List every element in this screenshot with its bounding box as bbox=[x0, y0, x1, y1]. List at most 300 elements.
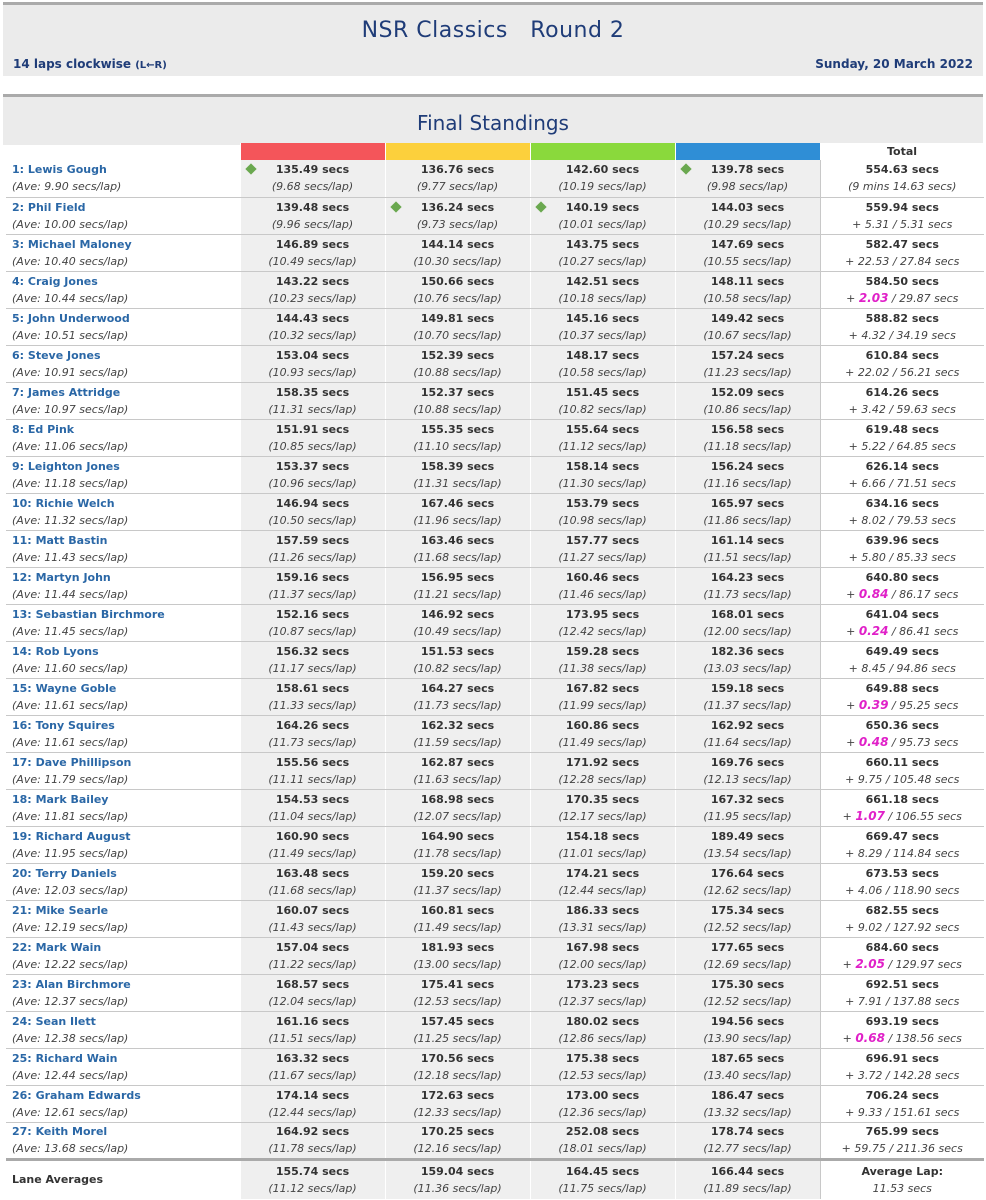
lane-time-cell: 186.47 secs (13.32 secs/lap) bbox=[675, 1085, 820, 1122]
gap-time: + 0.48 / 95.73 secs bbox=[846, 734, 959, 749]
lane-time-cell: 173.00 secs (12.36 secs/lap) bbox=[530, 1085, 675, 1122]
total-time: 660.11 secs bbox=[865, 755, 939, 769]
close-gap-highlight: 0.84 bbox=[858, 586, 889, 601]
driver-cell bbox=[6, 826, 240, 863]
driver-average: (Ave: 10.00 secs/lap) bbox=[12, 217, 129, 231]
driver-name[interactable]: 1: Lewis Gough bbox=[12, 163, 107, 177]
driver-name[interactable]: 3: Michael Maloney bbox=[12, 237, 132, 251]
lane-time-cell: 167.46 secs (11.96 secs/lap) bbox=[385, 493, 530, 530]
driver-name[interactable]: 22: Mark Wain bbox=[12, 940, 102, 954]
lane-time-cell: 169.76 secs (12.13 secs/lap) bbox=[675, 752, 820, 789]
lane-time-cell: 154.53 secs (11.04 secs/lap) bbox=[240, 789, 385, 826]
driver-name[interactable]: 5: John Underwood bbox=[12, 311, 130, 325]
driver-cell bbox=[6, 1122, 240, 1159]
lane-time-cell: 157.59 secs (11.26 secs/lap) bbox=[240, 530, 385, 567]
total-time: 684.60 secs bbox=[865, 940, 939, 954]
lane-3-header bbox=[530, 143, 675, 160]
lane-time-cell: 164.23 secs (11.73 secs/lap) bbox=[675, 567, 820, 604]
driver-average: (Ave: 12.19 secs/lap) bbox=[12, 920, 129, 934]
standings-row bbox=[6, 863, 984, 900]
lane-time-cell: 156.32 secs (11.17 secs/lap) bbox=[240, 641, 385, 678]
close-gap-highlight: 0.48 bbox=[858, 734, 889, 749]
race-title: NSR Classics Round 2 bbox=[361, 18, 625, 43]
total-cell bbox=[820, 604, 984, 641]
standings-row bbox=[6, 937, 984, 974]
lane-time-cell: 156.58 secs (11.18 secs/lap) bbox=[675, 419, 820, 456]
lane-time-cell: 146.94 secs (10.50 secs/lap) bbox=[240, 493, 385, 530]
driver-name[interactable]: 12: Martyn John bbox=[12, 570, 111, 584]
driver-average: (Ave: 10.91 secs/lap) bbox=[12, 365, 129, 379]
driver-cell bbox=[6, 160, 240, 197]
driver-average: (Ave: 11.06 secs/lap) bbox=[12, 439, 129, 453]
lane-time-cell: 168.57 secs (12.04 secs/lap) bbox=[240, 974, 385, 1011]
lane-time-cell: 186.33 secs (13.31 secs/lap) bbox=[530, 900, 675, 937]
lane-time-cell: 135.49 secs (9.68 secs/lap) bbox=[240, 160, 385, 197]
lane-time-cell: 158.39 secs (11.31 secs/lap) bbox=[385, 456, 530, 493]
lane-time-cell: 144.14 secs (10.30 secs/lap) bbox=[385, 234, 530, 271]
total-time: 639.96 secs bbox=[865, 533, 939, 547]
driver-name[interactable]: 4: Craig Jones bbox=[12, 274, 98, 288]
lane-time-cell: 157.45 secs (11.25 secs/lap) bbox=[385, 1011, 530, 1048]
lane-time-cell: 136.76 secs (9.77 secs/lap) bbox=[385, 160, 530, 197]
lane-time-cell: 155.35 secs (11.10 secs/lap) bbox=[385, 419, 530, 456]
lane-time-cell: 144.03 secs (10.29 secs/lap) bbox=[675, 197, 820, 234]
lane-time-cell: 156.24 secs (11.16 secs/lap) bbox=[675, 456, 820, 493]
driver-average: (Ave: 12.38 secs/lap) bbox=[12, 1031, 129, 1045]
name-column-header bbox=[6, 143, 240, 160]
standings-row bbox=[6, 752, 984, 789]
total-time: 634.16 secs bbox=[865, 496, 939, 510]
driver-cell bbox=[6, 493, 240, 530]
lane-time-cell: 143.22 secs (10.23 secs/lap) bbox=[240, 271, 385, 308]
lane-averages-label: Lane Averages bbox=[6, 1159, 240, 1199]
lane-time-cell: 170.25 secs (12.16 secs/lap) bbox=[385, 1122, 530, 1159]
standings-row bbox=[6, 567, 984, 604]
lane-time-cell: 160.86 secs (11.49 secs/lap) bbox=[530, 715, 675, 752]
gap-time: + 9.75 / 105.48 secs bbox=[845, 772, 960, 786]
driver-cell bbox=[6, 604, 240, 641]
gap-time: + 5.31 / 5.31 secs bbox=[852, 217, 953, 231]
lane-time-cell: 159.20 secs (11.37 secs/lap) bbox=[385, 863, 530, 900]
gap-time: + 8.02 / 79.53 secs bbox=[848, 513, 956, 527]
lane-1-header bbox=[240, 143, 385, 160]
gap-time: + 7.91 / 137.88 secs bbox=[845, 994, 960, 1008]
lane-time-cell: 162.32 secs (11.59 secs/lap) bbox=[385, 715, 530, 752]
driver-cell bbox=[6, 419, 240, 456]
standings-row bbox=[6, 1048, 984, 1085]
total-cell bbox=[820, 715, 984, 752]
total-time: 765.99 secs bbox=[865, 1125, 939, 1138]
driver-name[interactable]: 26: Graham Edwards bbox=[12, 1088, 141, 1102]
driver-average: (Ave: 11.44 secs/lap) bbox=[12, 587, 129, 601]
lane-time-cell: 178.74 secs (12.77 secs/lap) bbox=[675, 1122, 820, 1159]
standings-row bbox=[6, 789, 984, 826]
lane-time-cell: 139.78 secs (9.98 secs/lap) bbox=[675, 160, 820, 197]
lane-time-cell: 189.49 secs (13.54 secs/lap) bbox=[675, 826, 820, 863]
gap-time: + 9.33 / 151.61 secs bbox=[845, 1105, 960, 1119]
lane-time-cell: 158.14 secs (11.30 secs/lap) bbox=[530, 456, 675, 493]
driver-average: (Ave: 11.60 secs/lap) bbox=[12, 661, 129, 675]
lane-color-bar bbox=[240, 143, 385, 160]
driver-cell bbox=[6, 1085, 240, 1122]
lane-time-cell: 162.87 secs (11.63 secs/lap) bbox=[385, 752, 530, 789]
driver-name[interactable]: 23: Alan Birchmore bbox=[12, 977, 131, 991]
total-cell bbox=[820, 974, 984, 1011]
race-subtitle bbox=[13, 57, 167, 71]
lane-time-cell: 152.37 secs (10.88 secs/lap) bbox=[385, 382, 530, 419]
lane-time-cell: 160.81 secs (11.49 secs/lap) bbox=[385, 900, 530, 937]
lane-time-cell: 174.14 secs (12.44 secs/lap) bbox=[240, 1085, 385, 1122]
driver-cell bbox=[6, 1011, 240, 1048]
lane-time-cell: 180.02 secs (12.86 secs/lap) bbox=[530, 1011, 675, 1048]
gap-time: + 0.24 / 86.41 secs bbox=[846, 623, 959, 638]
total-cell bbox=[820, 1085, 984, 1122]
total-time: 626.14 secs bbox=[865, 459, 939, 473]
driver-cell bbox=[6, 715, 240, 752]
driver-average: (Ave: 10.97 secs/lap) bbox=[12, 402, 129, 416]
total-time: 682.55 secs bbox=[865, 903, 939, 917]
lane-time-cell: 157.24 secs (11.23 secs/lap) bbox=[675, 345, 820, 382]
lane-time-cell: 144.43 secs (10.32 secs/lap) bbox=[240, 308, 385, 345]
driver-cell bbox=[6, 974, 240, 1011]
lane-time-cell: 164.27 secs (11.73 secs/lap) bbox=[385, 678, 530, 715]
lane-time-cell: 167.32 secs (11.95 secs/lap) bbox=[675, 789, 820, 826]
total-time: 692.51 secs bbox=[865, 977, 939, 991]
total-time: 650.36 secs bbox=[865, 718, 939, 732]
lane-time-cell: 168.01 secs (12.00 secs/lap) bbox=[675, 604, 820, 641]
driver-name[interactable]: 19: Richard August bbox=[12, 829, 131, 843]
lane-time-cell: 164.92 secs (11.78 secs/lap) bbox=[240, 1122, 385, 1159]
driver-cell bbox=[6, 937, 240, 974]
driver-average: (Ave: 11.79 secs/lap) bbox=[12, 772, 129, 786]
driver-average: (Ave: 10.44 secs/lap) bbox=[12, 291, 129, 305]
driver-name[interactable]: 7: James Attridge bbox=[12, 385, 121, 399]
lane-time-cell: 142.60 secs (10.19 secs/lap) bbox=[530, 160, 675, 197]
lane-time-cell: 158.35 secs (11.31 secs/lap) bbox=[240, 382, 385, 419]
lane-time-cell: 159.18 secs (11.37 secs/lap) bbox=[675, 678, 820, 715]
driver-name[interactable]: 8: Ed Pink bbox=[12, 422, 75, 436]
lane-average-cell: 159.04 secs (11.36 secs/lap) bbox=[385, 1159, 530, 1199]
lane-time-cell: 159.28 secs (11.38 secs/lap) bbox=[530, 641, 675, 678]
total-cell bbox=[820, 1122, 984, 1159]
close-gap-highlight: 0.68 bbox=[855, 1030, 885, 1045]
close-gap-highlight: 2.05 bbox=[855, 956, 885, 971]
total-time: 649.88 secs bbox=[865, 681, 939, 695]
total-cell bbox=[820, 493, 984, 530]
standings-row bbox=[6, 456, 984, 493]
driver-name[interactable]: 9: Leighton Jones bbox=[12, 459, 120, 473]
driver-cell bbox=[6, 345, 240, 382]
driver-cell bbox=[6, 863, 240, 900]
lane-time-cell: 175.41 secs (12.53 secs/lap) bbox=[385, 974, 530, 1011]
driver-average: (Ave: 11.43 secs/lap) bbox=[12, 550, 129, 564]
driver-name[interactable]: 10: Richie Welch bbox=[12, 496, 115, 510]
driver-average: (Ave: 10.40 secs/lap) bbox=[12, 254, 129, 268]
total-cell bbox=[820, 271, 984, 308]
total-time: 669.47 secs bbox=[865, 829, 939, 843]
lane-time-cell: 158.61 secs (11.33 secs/lap) bbox=[240, 678, 385, 715]
lane-time-cell: 194.56 secs (13.90 secs/lap) bbox=[675, 1011, 820, 1048]
lane-color-bar bbox=[675, 143, 820, 160]
total-cell bbox=[820, 900, 984, 937]
driver-name[interactable]: 11: Matt Bastin bbox=[12, 533, 108, 547]
total-time: 584.50 secs bbox=[865, 274, 939, 288]
lane-time-cell: 181.93 secs (13.00 secs/lap) bbox=[385, 937, 530, 974]
total-cell bbox=[820, 456, 984, 493]
lane-time-cell: 170.56 secs (12.18 secs/lap) bbox=[385, 1048, 530, 1085]
gap-time: + 8.45 / 94.86 secs bbox=[848, 661, 956, 675]
driver-average: (Ave: 11.18 secs/lap) bbox=[12, 476, 129, 490]
lane-time-cell: 167.98 secs (12.00 secs/lap) bbox=[530, 937, 675, 974]
lane-time-cell: 177.65 secs (12.69 secs/lap) bbox=[675, 937, 820, 974]
driver-name[interactable]: 24: Sean Ilett bbox=[12, 1014, 96, 1028]
standings-row bbox=[6, 1085, 984, 1122]
lane-time-cell: 143.75 secs (10.27 secs/lap) bbox=[530, 234, 675, 271]
gap-time: + 22.53 / 27.84 secs bbox=[845, 254, 960, 268]
gap-time: + 0.68 / 138.56 secs bbox=[842, 1030, 962, 1045]
total-time: 649.49 secs bbox=[865, 644, 939, 658]
gap-time: + 4.06 / 118.90 secs bbox=[845, 883, 960, 897]
driver-average: (Ave: 11.81 secs/lap) bbox=[12, 809, 129, 823]
total-time: 661.18 secs bbox=[865, 792, 939, 806]
gap-time: + 1.07 / 106.55 secs bbox=[842, 808, 962, 823]
lane-time-cell: 174.21 secs (12.44 secs/lap) bbox=[530, 863, 675, 900]
lane-averages-row bbox=[6, 1159, 984, 1199]
lane-time-cell: 165.97 secs (11.86 secs/lap) bbox=[675, 493, 820, 530]
total-time: 559.94 secs bbox=[865, 200, 939, 214]
standings-rows bbox=[6, 160, 984, 1159]
standings-row bbox=[6, 678, 984, 715]
lane-time-cell: 155.64 secs (11.12 secs/lap) bbox=[530, 419, 675, 456]
standings-row bbox=[6, 604, 984, 641]
standings-row bbox=[6, 419, 984, 456]
driver-average: (Ave: 11.45 secs/lap) bbox=[12, 624, 129, 638]
driver-average: (Ave: 12.61 secs/lap) bbox=[12, 1105, 129, 1119]
standings-row bbox=[6, 308, 984, 345]
lane-time-cell: 164.26 secs (11.73 secs/lap) bbox=[240, 715, 385, 752]
lane-time-cell: 151.45 secs (10.82 secs/lap) bbox=[530, 382, 675, 419]
total-cell bbox=[820, 567, 984, 604]
standings-row bbox=[6, 641, 984, 678]
total-cell bbox=[820, 345, 984, 382]
driver-average: (Ave: 12.22 secs/lap) bbox=[12, 957, 129, 971]
standings-row bbox=[6, 530, 984, 567]
total-time: 610.84 secs bbox=[865, 348, 939, 362]
total-time: 706.24 secs bbox=[865, 1088, 939, 1102]
driver-name[interactable]: 6: Steve Jones bbox=[12, 348, 101, 362]
lane-color-bar bbox=[385, 143, 530, 160]
total-time: 693.19 secs bbox=[865, 1014, 939, 1028]
lane-2-header bbox=[385, 143, 530, 160]
lane-time-cell: 151.53 secs (10.82 secs/lap) bbox=[385, 641, 530, 678]
total-time: 641.04 secs bbox=[865, 607, 939, 621]
driver-name[interactable]: 16: Tony Squires bbox=[12, 718, 115, 732]
standings-row bbox=[6, 197, 984, 234]
lane-time-cell: 160.90 secs (11.49 secs/lap) bbox=[240, 826, 385, 863]
lane-time-cell: 156.95 secs (11.21 secs/lap) bbox=[385, 567, 530, 604]
lane-time-cell: 162.92 secs (11.64 secs/lap) bbox=[675, 715, 820, 752]
total-cell bbox=[820, 382, 984, 419]
lane-time-cell: 146.89 secs (10.49 secs/lap) bbox=[240, 234, 385, 271]
driver-average: (Ave: 9.90 secs/lap) bbox=[12, 180, 122, 194]
lane-time-cell: 173.23 secs (12.37 secs/lap) bbox=[530, 974, 675, 1011]
lane-time-cell: 152.16 secs (10.87 secs/lap) bbox=[240, 604, 385, 641]
lane-time-cell: 140.19 secs (10.01 secs/lap) bbox=[530, 197, 675, 234]
lane-time-cell: 170.35 secs (12.17 secs/lap) bbox=[530, 789, 675, 826]
total-time: 588.82 secs bbox=[865, 311, 939, 325]
standings-row bbox=[6, 1011, 984, 1048]
lane-header-row bbox=[6, 143, 984, 160]
driver-cell bbox=[6, 678, 240, 715]
gap-time: + 2.03 / 29.87 secs bbox=[846, 290, 959, 305]
total-time: 640.80 secs bbox=[865, 570, 939, 584]
gap-time: + 5.80 / 85.33 secs bbox=[848, 550, 956, 564]
race-date: Sunday, 20 March 2022 bbox=[815, 57, 973, 71]
lane-time-cell: 154.18 secs (11.01 secs/lap) bbox=[530, 826, 675, 863]
total-cell bbox=[820, 641, 984, 678]
driver-average: (Ave: 11.32 secs/lap) bbox=[12, 513, 129, 527]
total-time: 696.91 secs bbox=[865, 1051, 939, 1065]
race-direction: (L←R) bbox=[135, 60, 167, 71]
driver-name[interactable]: 25: Richard Wain bbox=[12, 1051, 118, 1065]
driver-cell bbox=[6, 1048, 240, 1085]
lane-time-cell: 153.04 secs (10.93 secs/lap) bbox=[240, 345, 385, 382]
lane-time-cell: 149.81 secs (10.70 secs/lap) bbox=[385, 308, 530, 345]
standings-row bbox=[6, 493, 984, 530]
driver-cell bbox=[6, 308, 240, 345]
standings-row bbox=[6, 160, 984, 197]
driver-name[interactable]: 18: Mark Bailey bbox=[12, 792, 109, 806]
lane-time-cell: 173.95 secs (12.42 secs/lap) bbox=[530, 604, 675, 641]
average-lap-cell: Average Lap: 11.53 secs bbox=[820, 1159, 984, 1199]
final-standings-panel bbox=[3, 94, 983, 1198]
lane-time-cell: 175.30 secs (12.52 secs/lap) bbox=[675, 974, 820, 1011]
lane-time-cell: 164.90 secs (11.78 secs/lap) bbox=[385, 826, 530, 863]
standings-row bbox=[6, 1122, 984, 1159]
lane-time-cell: 161.16 secs (11.51 secs/lap) bbox=[240, 1011, 385, 1048]
driver-name[interactable]: 2: Phil Field bbox=[12, 200, 86, 214]
lane-time-cell: 157.77 secs (11.27 secs/lap) bbox=[530, 530, 675, 567]
standings-row bbox=[6, 900, 984, 937]
gap-time: + 2.05 / 129.97 secs bbox=[842, 956, 962, 971]
lane-time-cell: 168.98 secs (12.07 secs/lap) bbox=[385, 789, 530, 826]
gap-time: + 5.22 / 64.85 secs bbox=[848, 439, 956, 453]
driver-name[interactable]: 14: Rob Lyons bbox=[12, 644, 99, 658]
lane-time-cell: 160.07 secs (11.43 secs/lap) bbox=[240, 900, 385, 937]
standings-row bbox=[6, 271, 984, 308]
lane-color-bar bbox=[530, 143, 675, 160]
total-cell bbox=[820, 678, 984, 715]
close-gap-highlight: 0.39 bbox=[858, 697, 889, 712]
total-column-header: Total bbox=[820, 143, 984, 160]
driver-cell bbox=[6, 641, 240, 678]
driver-name[interactable]: 17: Dave Phillipson bbox=[12, 755, 132, 769]
driver-name[interactable]: 20: Terry Daniels bbox=[12, 866, 117, 880]
driver-name[interactable]: 13: Sebastian Birchmore bbox=[12, 607, 165, 621]
standings-row bbox=[6, 345, 984, 382]
total-cell bbox=[820, 937, 984, 974]
lane-time-cell: 175.34 secs (12.52 secs/lap) bbox=[675, 900, 820, 937]
total-time: 582.47 secs bbox=[865, 237, 939, 251]
lane-time-cell: 145.16 secs (10.37 secs/lap) bbox=[530, 308, 675, 345]
lane-time-cell: 148.17 secs (10.58 secs/lap) bbox=[530, 345, 675, 382]
total-time: 554.63 secs bbox=[865, 163, 939, 177]
standings-row bbox=[6, 234, 984, 271]
driver-cell bbox=[6, 900, 240, 937]
driver-cell bbox=[6, 234, 240, 271]
lane-time-cell: 163.48 secs (11.68 secs/lap) bbox=[240, 863, 385, 900]
total-time: 619.48 secs bbox=[865, 422, 939, 436]
lane-time-cell: 252.08 secs (18.01 secs/lap) bbox=[530, 1122, 675, 1159]
lane-time-cell: 182.36 secs (13.03 secs/lap) bbox=[675, 641, 820, 678]
driver-cell bbox=[6, 382, 240, 419]
lane-time-cell: 160.46 secs (11.46 secs/lap) bbox=[530, 567, 675, 604]
total-time: 673.53 secs bbox=[865, 866, 939, 880]
lane-time-cell: 171.92 secs (12.28 secs/lap) bbox=[530, 752, 675, 789]
total-cell bbox=[820, 1011, 984, 1048]
lane-time-cell: 147.69 secs (10.55 secs/lap) bbox=[675, 234, 820, 271]
lane-average-cell: 166.44 secs (11.89 secs/lap) bbox=[675, 1159, 820, 1199]
driver-name[interactable]: 27: Keith Morel bbox=[12, 1125, 108, 1138]
total-cell bbox=[820, 234, 984, 271]
gap-time: + 3.72 / 142.28 secs bbox=[845, 1068, 960, 1082]
standings-title: Final Standings bbox=[3, 97, 983, 145]
gap-time: (9 mins 14.63 secs) bbox=[848, 180, 957, 194]
lane-time-cell: 167.82 secs (11.99 secs/lap) bbox=[530, 678, 675, 715]
driver-average: (Ave: 11.95 secs/lap) bbox=[12, 846, 129, 860]
gap-time: + 9.02 / 127.92 secs bbox=[845, 920, 960, 934]
driver-average: (Ave: 11.61 secs/lap) bbox=[12, 735, 129, 749]
gap-time: + 8.29 / 114.84 secs bbox=[845, 846, 960, 860]
lane-4-header bbox=[675, 143, 820, 160]
driver-average: (Ave: 13.68 secs/lap) bbox=[12, 1142, 129, 1155]
lane-time-cell: 159.16 secs (11.37 secs/lap) bbox=[240, 567, 385, 604]
standings-row bbox=[6, 715, 984, 752]
lane-time-cell: 155.56 secs (11.11 secs/lap) bbox=[240, 752, 385, 789]
driver-name[interactable]: 15: Wayne Goble bbox=[12, 681, 117, 695]
lane-time-cell: 148.11 secs (10.58 secs/lap) bbox=[675, 271, 820, 308]
total-cell bbox=[820, 863, 984, 900]
driver-name[interactable]: 21: Mike Searle bbox=[12, 903, 109, 917]
gap-time: + 3.42 / 59.63 secs bbox=[848, 402, 956, 416]
driver-average: (Ave: 11.61 secs/lap) bbox=[12, 698, 129, 712]
gap-time: + 59.75 / 211.36 secs bbox=[841, 1142, 963, 1155]
driver-cell bbox=[6, 752, 240, 789]
gap-time: + 22.02 / 56.21 secs bbox=[845, 365, 960, 379]
driver-cell bbox=[6, 197, 240, 234]
lane-time-cell: 152.09 secs (10.86 secs/lap) bbox=[675, 382, 820, 419]
total-cell bbox=[820, 530, 984, 567]
gap-time: + 0.39 / 95.25 secs bbox=[846, 697, 959, 712]
close-gap-highlight: 0.24 bbox=[858, 623, 889, 638]
lane-time-cell: 176.64 secs (12.62 secs/lap) bbox=[675, 863, 820, 900]
standings-row bbox=[6, 382, 984, 419]
total-cell bbox=[820, 197, 984, 234]
lane-time-cell: 157.04 secs (11.22 secs/lap) bbox=[240, 937, 385, 974]
lane-time-cell: 153.37 secs (10.96 secs/lap) bbox=[240, 456, 385, 493]
total-cell bbox=[820, 160, 984, 197]
driver-average: (Ave: 12.44 secs/lap) bbox=[12, 1068, 129, 1082]
close-gap-highlight: 2.03 bbox=[858, 290, 889, 305]
lane-time-cell: 161.14 secs (11.51 secs/lap) bbox=[675, 530, 820, 567]
lane-time-cell: 149.42 secs (10.67 secs/lap) bbox=[675, 308, 820, 345]
gap-time: + 0.84 / 86.17 secs bbox=[846, 586, 959, 601]
driver-cell bbox=[6, 456, 240, 493]
lane-average-cell: 164.45 secs (11.75 secs/lap) bbox=[530, 1159, 675, 1199]
driver-average: (Ave: 12.03 secs/lap) bbox=[12, 883, 129, 897]
driver-cell bbox=[6, 271, 240, 308]
total-cell bbox=[820, 752, 984, 789]
